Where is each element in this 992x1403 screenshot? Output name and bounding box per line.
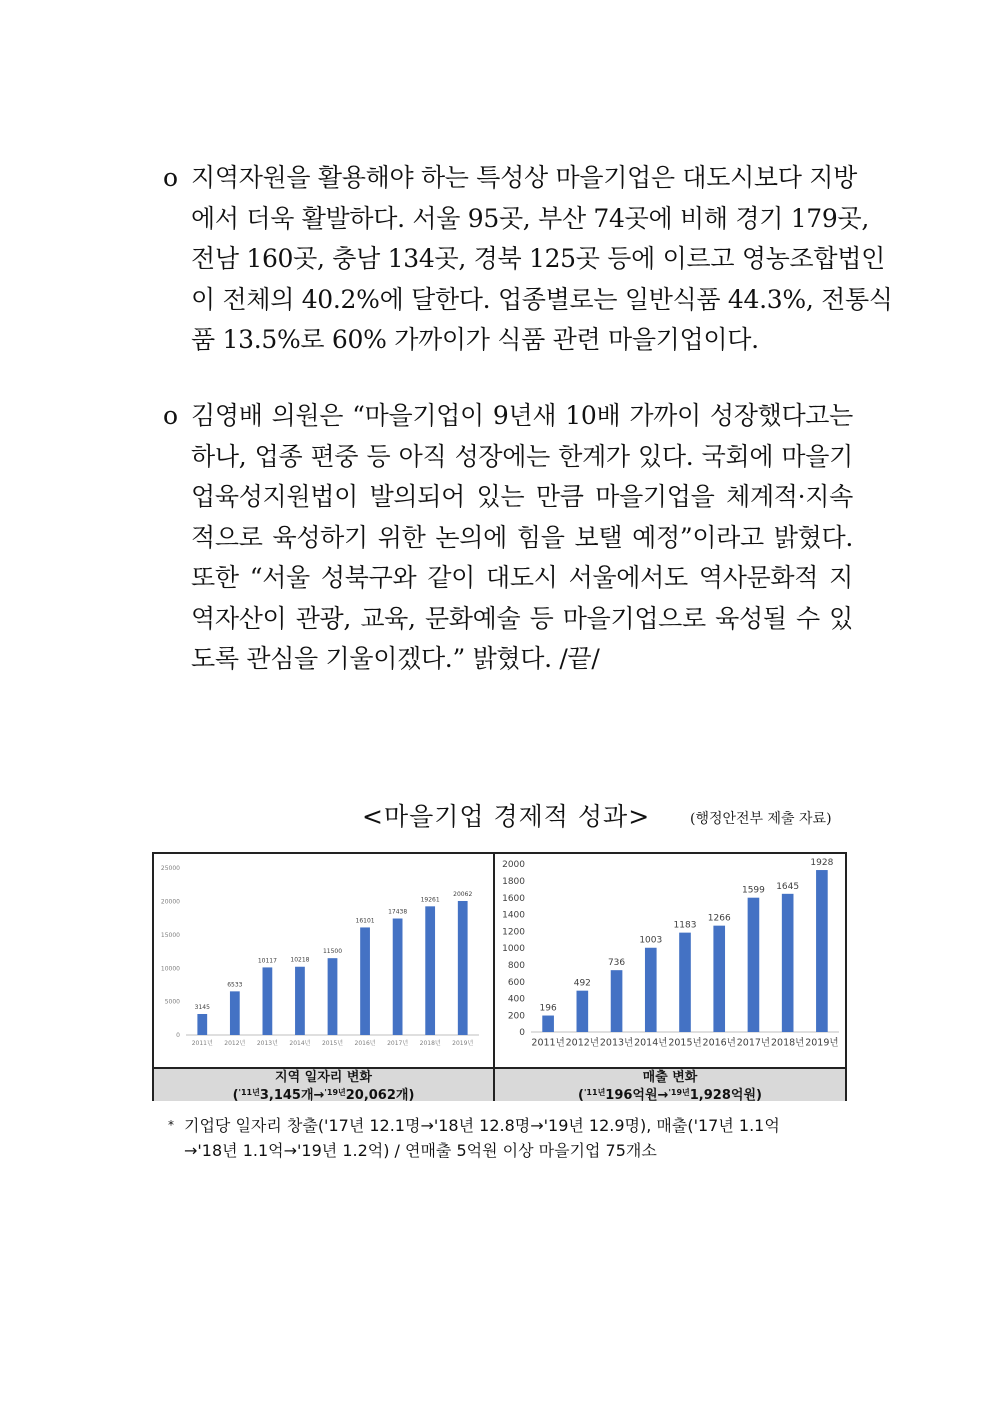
sales-caption bbox=[495, 1069, 845, 1101]
paragraph-line: 적으로 육성하기 위한 논의에 힘을 보탤 예정”이라고 밝혔다. bbox=[191, 522, 853, 552]
data-label: 20062 bbox=[453, 890, 473, 898]
bar bbox=[360, 927, 370, 1035]
bar bbox=[393, 919, 403, 1035]
bar bbox=[230, 991, 240, 1035]
caption-year-start: '11년 bbox=[583, 1088, 606, 1097]
bar bbox=[713, 926, 725, 1032]
x-tick-label: 2018년 bbox=[770, 1037, 805, 1049]
paragraph-line: 또한 “서울 성북구와 같이 대도시 서울에서도 역사문화적 지 bbox=[191, 563, 853, 592]
x-tick-label: 2013년 bbox=[599, 1037, 634, 1049]
paragraph-1 bbox=[163, 158, 893, 361]
bar bbox=[611, 970, 623, 1032]
y-tick-label: 400 bbox=[507, 994, 525, 1005]
paragraph-line: 도록 관심을 기울이겠다.” 밝혔다. /끝/ bbox=[191, 644, 600, 673]
figure-source: (행정안전부 제출 자료) bbox=[690, 811, 832, 827]
y-tick-label: 5000 bbox=[164, 998, 180, 1006]
caption-year-end: '19년 bbox=[324, 1088, 346, 1097]
paragraph-line: 하나, 업종 편중 등 아직 성장에는 한계가 있다. 국회에 마을기 bbox=[191, 441, 853, 471]
x-tick-label: 2013년 bbox=[256, 1040, 278, 1047]
bullet-marker: o bbox=[163, 163, 179, 192]
caption-paren: ( bbox=[578, 1088, 584, 1103]
y-tick-label: 0 bbox=[176, 1032, 180, 1040]
x-tick-label: 2014년 bbox=[634, 1037, 668, 1049]
data-label: 1599 bbox=[741, 885, 765, 896]
figure-box bbox=[152, 852, 847, 1101]
footnote-marker: * bbox=[168, 1118, 174, 1132]
x-tick-label: 2016년 bbox=[354, 1040, 376, 1047]
y-tick-label: 25000 bbox=[160, 865, 180, 873]
jobs-bar-chart bbox=[154, 854, 493, 1067]
x-tick-label: 2015년 bbox=[321, 1040, 344, 1047]
paragraph-line: 품 13.5%로 60% 가까이가 식품 관련 마을기업이다. bbox=[191, 325, 759, 354]
bar bbox=[263, 967, 273, 1035]
bar bbox=[782, 894, 794, 1032]
data-label: 19261 bbox=[420, 896, 440, 904]
data-label: 6533 bbox=[227, 981, 243, 989]
bullet-marker: o bbox=[163, 401, 179, 430]
paragraph-line: 에서 더욱 활발하다. 서울 95곳, 부산 74곳에 비해 경기 179곳, bbox=[191, 203, 870, 233]
jobs-caption-range bbox=[154, 1085, 493, 1103]
bar bbox=[542, 1016, 554, 1032]
bar bbox=[328, 958, 338, 1035]
data-label: 1266 bbox=[707, 913, 731, 924]
y-tick-label: 20000 bbox=[160, 898, 180, 906]
y-tick-label: 0 bbox=[519, 1028, 525, 1039]
data-label: 196 bbox=[539, 1003, 557, 1014]
x-tick-label: 2011년 bbox=[531, 1037, 565, 1049]
caption-row bbox=[154, 1067, 845, 1101]
x-tick-label: 2012년 bbox=[224, 1040, 246, 1047]
footnote-line: 기업당 일자리 창출('17년 12.1명→'18년 12.8명→'19년 12.9명), 매출('17년 1.1억 bbox=[184, 1116, 780, 1135]
bar bbox=[577, 991, 589, 1032]
y-tick-label: 1600 bbox=[502, 893, 525, 904]
caption-year-start: '11년 bbox=[238, 1088, 260, 1097]
data-label: 1645 bbox=[776, 881, 800, 892]
caption-value-end: 1,928억원) bbox=[689, 1088, 762, 1103]
x-tick-label: 2011년 bbox=[191, 1040, 213, 1047]
jobs-caption bbox=[154, 1069, 495, 1101]
y-tick-label: 600 bbox=[507, 977, 525, 988]
y-tick-label: 2000 bbox=[502, 860, 525, 871]
y-tick-label: 1800 bbox=[502, 877, 525, 888]
x-tick-label: 2016년 bbox=[702, 1037, 736, 1049]
y-tick-label: 15000 bbox=[160, 931, 180, 939]
bar bbox=[425, 906, 435, 1035]
bar bbox=[748, 898, 760, 1032]
jobs-chart-panel bbox=[154, 854, 495, 1067]
data-label: 492 bbox=[573, 978, 591, 989]
caption-year-end: '19년 bbox=[668, 1088, 690, 1097]
bar bbox=[645, 948, 657, 1032]
y-tick-label: 1400 bbox=[502, 910, 525, 921]
caption-paren: ( bbox=[232, 1088, 239, 1103]
data-label: 3145 bbox=[194, 1003, 210, 1011]
bar bbox=[295, 967, 305, 1035]
paragraph-line: 업육성지원법이 발의되어 있는 만큼 마을기업을 체계적·지속 bbox=[191, 482, 853, 511]
footnote bbox=[168, 1113, 858, 1163]
x-tick-label: 2015년 bbox=[668, 1037, 702, 1049]
x-tick-label: 2012년 bbox=[565, 1037, 600, 1049]
data-label: 16101 bbox=[355, 917, 375, 925]
x-tick-label: 2014년 bbox=[289, 1040, 311, 1047]
data-label: 10218 bbox=[290, 956, 310, 964]
paragraph-line: 역자산이 관광, 교육, 문화예술 등 마을기업으로 육성될 수 있 bbox=[191, 603, 853, 633]
data-label: 1003 bbox=[639, 935, 663, 946]
y-tick-label: 1000 bbox=[502, 944, 525, 955]
sales-bar-chart bbox=[495, 854, 845, 1067]
y-tick-label: 10000 bbox=[160, 965, 180, 973]
sales-caption-title: 매출 변화 bbox=[642, 1070, 698, 1085]
jobs-caption-title: 지역 일자리 변화 bbox=[275, 1070, 372, 1085]
bar bbox=[679, 933, 691, 1032]
data-label: 10117 bbox=[257, 957, 277, 965]
caption-value-start: 3,145개→ bbox=[259, 1088, 325, 1103]
paragraph-line: 지역자원을 활용해야 하는 특성상 마을기업은 대도시보다 지방 bbox=[191, 163, 857, 192]
x-tick-label: 2019년 bbox=[452, 1040, 474, 1047]
bar bbox=[816, 870, 828, 1032]
data-label: 736 bbox=[607, 958, 626, 969]
y-tick-label: 800 bbox=[507, 961, 525, 972]
data-label: 17438 bbox=[388, 908, 408, 916]
paragraph-line: 이 전체의 40.2%에 달한다. 업종별로는 일반식품 44.3%, 전통식 bbox=[191, 284, 893, 314]
paragraph-2 bbox=[163, 396, 853, 680]
paragraph-line: 김영배 의원은 “마을기업이 9년새 10배 가까이 성장했다고는 bbox=[191, 401, 853, 430]
data-label: 1928 bbox=[810, 858, 834, 869]
x-tick-label: 2018년 bbox=[419, 1040, 441, 1047]
y-tick-label: 1200 bbox=[502, 927, 525, 938]
data-label: 1183 bbox=[673, 920, 697, 931]
bar bbox=[458, 901, 468, 1035]
y-tick-label: 200 bbox=[507, 1011, 525, 1022]
caption-value-end: 20,062개) bbox=[345, 1088, 415, 1103]
bar bbox=[197, 1014, 207, 1035]
figure-title: <마을기업 경제적 성과> bbox=[362, 802, 651, 831]
x-tick-label: 2017년 bbox=[387, 1040, 409, 1047]
x-tick-label: 2019년 bbox=[805, 1037, 839, 1049]
caption-value-start: 196억원→ bbox=[605, 1088, 669, 1103]
x-tick-label: 2017년 bbox=[736, 1037, 771, 1049]
data-label: 11500 bbox=[322, 948, 343, 956]
paragraph-line: 전남 160곳, 충남 134곳, 경북 125곳 등에 이르고 영농조합법인 bbox=[191, 244, 885, 273]
sales-caption-range bbox=[495, 1085, 845, 1103]
footnote-line: →'18년 1.1억→'19년 1.2억) / 연매출 5억원 이상 마을기업 75개소 bbox=[184, 1141, 657, 1160]
sales-chart-panel bbox=[495, 854, 845, 1067]
